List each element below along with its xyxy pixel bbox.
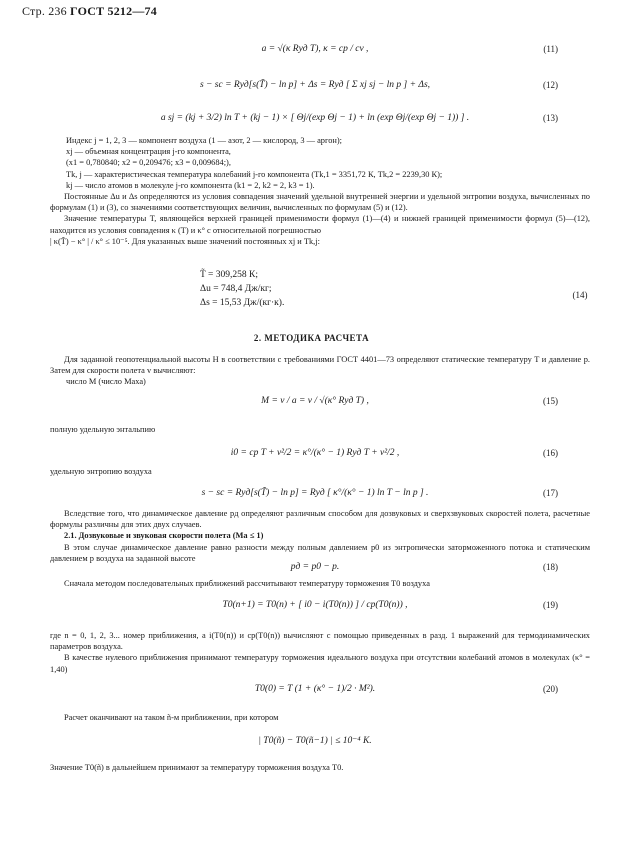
formula-17 xyxy=(60,488,570,498)
paragraph: Постоянные Δu и Δs определяются из условия совпадения значений удельной внутренней энергии и удельной энтропии воздуха, вычисленных по формулам (1) и (3), со значениями соответствующих величин, вычисленных по формулам (5) и (12). xyxy=(50,192,590,213)
subsonic-intro xyxy=(50,508,590,564)
standard-code: ГОСТ 5212—74 xyxy=(70,4,157,18)
formula-18 xyxy=(60,562,570,572)
formula-15 xyxy=(60,396,570,406)
paragraph: Вследствие того, что динамическое давление pд определяют различным способом для дозвуковых и сверхзвуковых скоростей полета, расчетные формулы различны для этих двух случаев. xyxy=(50,509,590,530)
paragraph-text: Значение T0(ñ) в дальнейшем принимают за температуру торможения воздуха T0. xyxy=(50,763,344,772)
legend-block xyxy=(50,135,590,247)
formula-19-text: T0(n+1) = T0(n) + [ i0 − i(T0(n)) ] / cp(T0(n)) , xyxy=(222,600,408,610)
const-ds: Δs = 15,53 Дж/(кг·к). xyxy=(200,298,285,308)
formula-17-text: s − sc = Rуд[s(T̃) − ln p] = Rуд [ κ°/(κ° − 1) ln T − ln p ] . xyxy=(201,488,429,498)
page-header xyxy=(22,4,157,19)
formula-12-text: s − sc = Rуд[s(T̃) − ln p] + Δs = Rуд [ Σ xj sj − ln p ] + Δs, xyxy=(199,80,431,90)
section-title: 2. МЕТОДИКА РАСЧЕТА xyxy=(253,333,370,343)
eq-number-17: (17) xyxy=(543,488,558,498)
legend-line: xj — объемная концентрация j-го компонента, xyxy=(66,147,231,157)
constants-block xyxy=(200,268,284,310)
legend-line: Tk, j — характеристическая температура колебаний j-го компонента (Tk,1 = 3351,72 К, Tk,2 = 2239,30 К); xyxy=(66,169,443,179)
formula-12 xyxy=(60,80,570,90)
paragraph: Значение температуры T, являющейся верхней границей применимости формул (1)—(4) и нижней границей применимости формул (5)—(12), находится из условия совпадения κ (T) и κ° с относительной погрешностью xyxy=(50,214,590,235)
paragraph: В этом случае динамическое давление равно разности между полным давлением p0 из энтропически заторможенного потока и статическим давлением p воздуха на заданной высоте xyxy=(50,542,590,563)
formula-13 xyxy=(60,113,570,123)
paragraph xyxy=(50,712,590,723)
formula-15-text: M = v / a = v / √(κ° Rуд T) , xyxy=(261,396,369,406)
entropy-label: удельную энтропию воздуха xyxy=(50,467,152,476)
formula-21 xyxy=(60,735,570,746)
formula-18-text: pд = p0 − p. xyxy=(290,562,340,572)
paragraph: Для заданной геопотенциальной высоты H в соответствии с требованиями ГОСТ 4401—73 определяют статические температуру T и давление p. Затем для скорости полета v вычисляют: xyxy=(50,355,590,376)
mach-label: число M (число Маха) xyxy=(66,377,146,387)
eq-number-11: (11) xyxy=(543,44,558,54)
paragraph xyxy=(50,578,590,589)
formula-11-text: a = √(κ Rуд T), κ = cp / cv , xyxy=(261,44,369,54)
formula-20-text: T0(0) = T (1 + (κ° − 1)/2 · M²). xyxy=(254,684,376,694)
paragraph xyxy=(50,762,590,773)
eq-number-15: (15) xyxy=(543,396,558,406)
formula-20 xyxy=(60,684,570,694)
eq-number-19: (19) xyxy=(543,600,558,610)
method-intro xyxy=(50,354,590,388)
const-t: T̃ = 309,258 К; xyxy=(200,270,258,280)
eq-number-12: (12) xyxy=(543,80,558,90)
subsection-title: 2.1. Дозвуковые и звуковая скорости полета (Mа ≤ 1) xyxy=(64,531,264,541)
eq-number-13: (13) xyxy=(543,113,558,123)
paragraph-text: Расчет оканчивают на таком ñ-м приближении, при котором xyxy=(64,713,279,722)
paragraph: В качестве нулевого приближения принимают температуру торможения идеального воздуха при отсутствии колебаний атомов в молекулах (κ° = 1,40) xyxy=(50,653,590,674)
iteration-notes xyxy=(50,630,590,675)
page-number: Стр. 236 xyxy=(22,4,67,18)
const-du: Δu = 748,4 Дж/кг; xyxy=(200,284,272,294)
formula-16-text: i0 = cp T + v²/2 = κ°/(κ° − 1) Rуд T + v²/2 , xyxy=(230,448,400,458)
tolerance-line: | κ(T̃) − κ° | / κ° ≤ 10⁻⁵. Для указанных выше значений постоянных xj и Tk,j: xyxy=(50,236,320,246)
paragraph-text: Сначала методом последовательных приближений рассчитывают температуру торможения T0 воздуха xyxy=(64,579,430,588)
paragraph: где n = 0, 1, 2, 3... номер приближения, а i(T0(n)) и cp(T0(n)) вычисляют с помощью приведенных в разд. 1 выражений для термодинамических параметров воздуха. xyxy=(50,631,590,652)
eq-number-16: (16) xyxy=(543,448,558,458)
formula-21-text: | T0(ñ) − T0(ñ−1) | ≤ 10⁻⁴ К. xyxy=(258,736,372,746)
legend-line: (x1 = 0,780840; x2 = 0,209476; x3 = 0,009684;), xyxy=(66,158,231,168)
formula-13-text: a sj = (kj + 3/2) ln T + (kj − 1) × [ Θj/(exp Θj − 1) + ln (exp Θj/(exp Θj − 1)) ] . xyxy=(160,113,470,123)
enthalpy-label: полную удельную энтальпию xyxy=(50,425,156,434)
formula-19 xyxy=(60,600,570,610)
eq-number-14: (14) xyxy=(572,290,588,300)
eq-number-20: (20) xyxy=(543,684,558,694)
legend-line: Индекс j = 1, 2, 3 — компонент воздуха (1 — азот, 2 — кислород, 3 — аргон); xyxy=(66,136,343,145)
legend-line: kj — число атомов в молекуле j-го компонента (k1 = 2, k2 = 2, k3 = 1). xyxy=(66,180,315,190)
eq-number-14-wrap xyxy=(560,290,600,301)
eq-number-18: (18) xyxy=(543,562,558,572)
formula-16 xyxy=(60,448,570,458)
formula-11 xyxy=(60,44,570,54)
